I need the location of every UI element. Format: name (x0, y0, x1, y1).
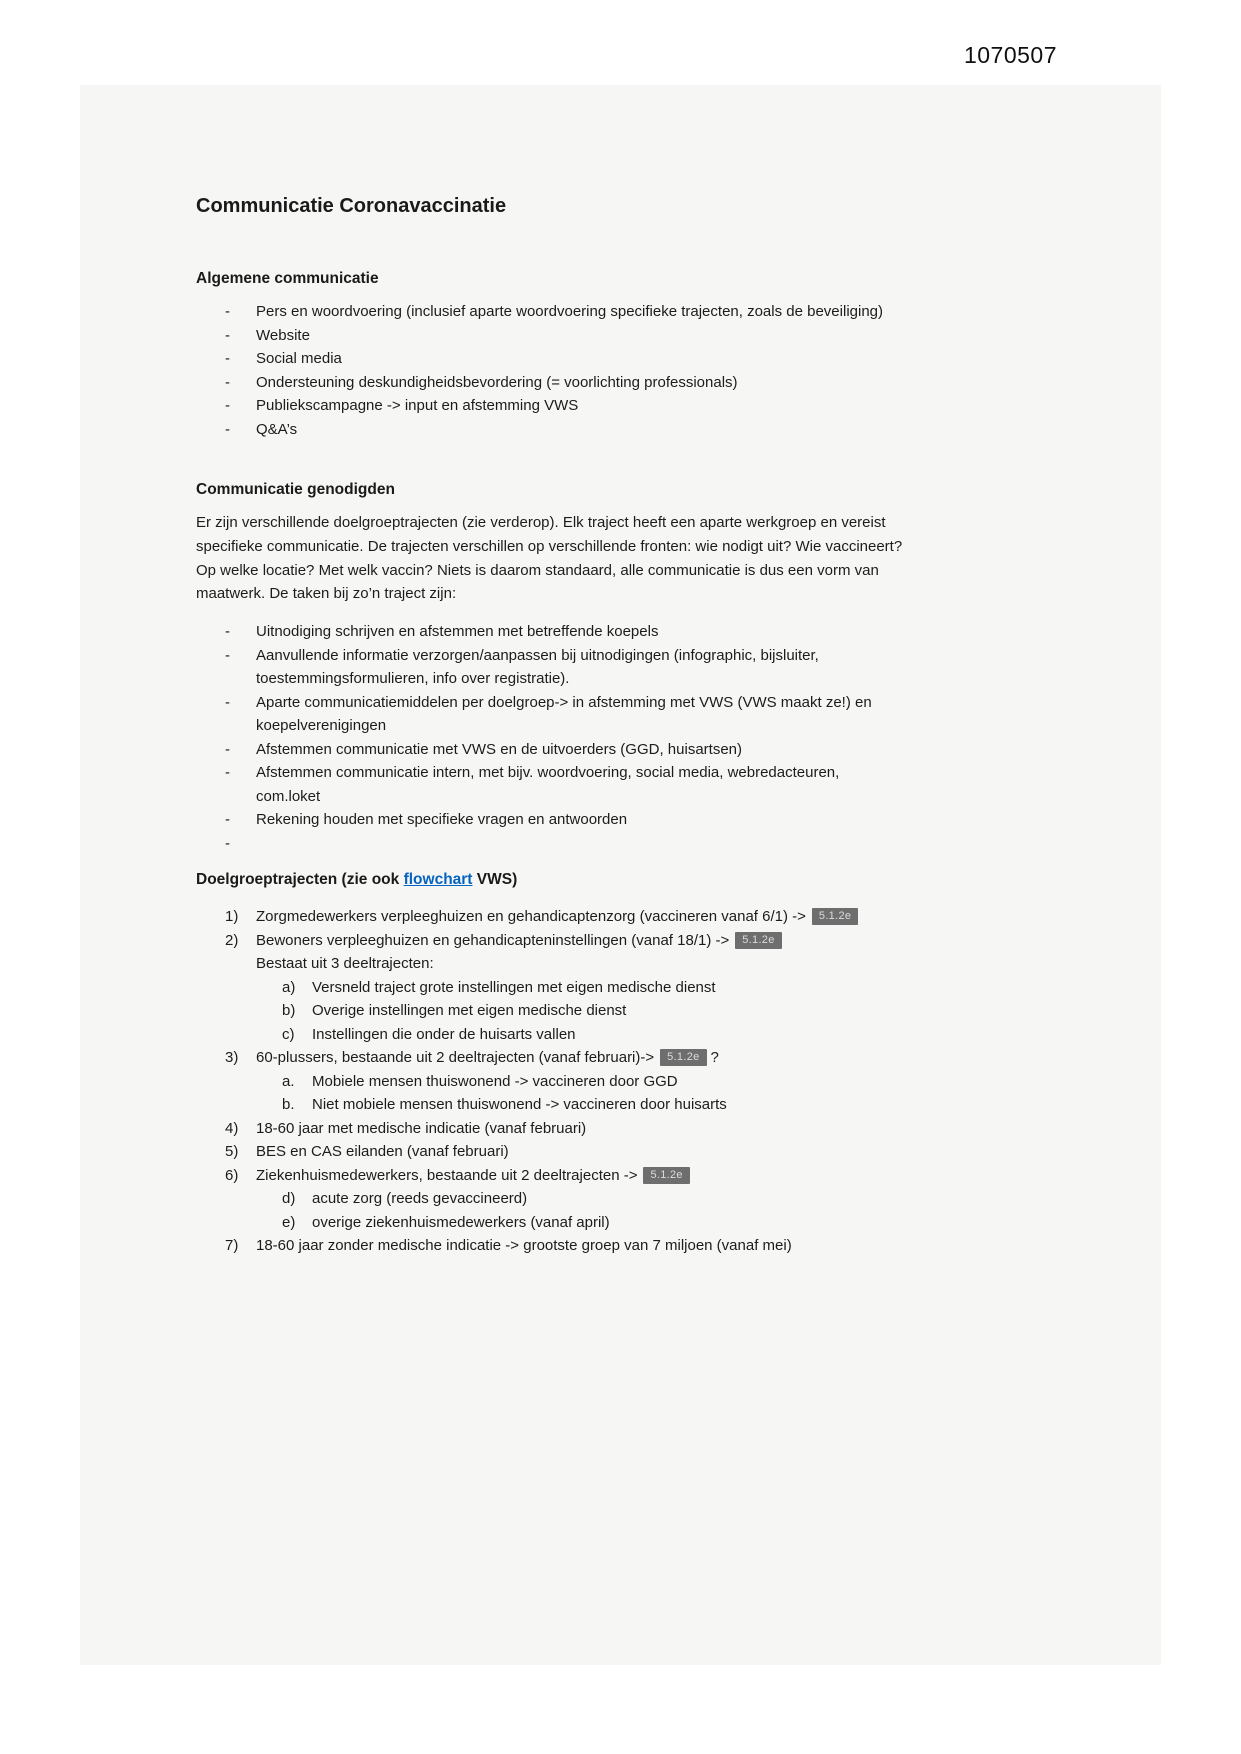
number-marker: 3) (225, 1049, 239, 1067)
sub-list-item (225, 1070, 911, 1094)
list-item-text: Social media (256, 350, 342, 367)
list-item (225, 1140, 911, 1164)
list-item (225, 394, 911, 418)
letter-marker: b) (282, 1002, 296, 1020)
bullet-marker: - (225, 373, 230, 391)
list-item-text (256, 929, 782, 953)
list-item (225, 1046, 911, 1070)
list-item (225, 905, 911, 929)
list-item-text: Q&A’s (256, 420, 298, 438)
redaction-box: 5.1.2e (735, 932, 781, 949)
list-item-text (256, 1164, 690, 1188)
bullet-list-algemene (196, 300, 911, 441)
bullet-marker: - (225, 420, 230, 438)
list-item-text: Pers en woordvoering (inclusief aparte woordvoering specifieke trajecten, zoals de beveiliging) (256, 303, 884, 320)
heading-text-pre: Doelgroeptrajecten (zie ook (196, 871, 404, 889)
item-text: Niet mobiele mensen thuiswonend -> vaccineren door huisarts (312, 1096, 727, 1114)
bullet-list-genodigden (196, 620, 911, 855)
list-item-text: Website (256, 326, 310, 344)
item-text: BES en CAS eilanden (vanaf februari) (256, 1143, 509, 1161)
bullet-marker: - (225, 397, 230, 414)
bullet-marker: - (225, 764, 230, 782)
numbered-list-doelgroeptrajecten (196, 905, 911, 1258)
bullet-marker: - (225, 350, 230, 367)
number-marker: 6) (225, 1166, 239, 1184)
item-text: Versneld traject grote instellingen met eigen medische dienst (312, 978, 716, 996)
item-text: Bestaat uit 3 deeltrajecten: (256, 955, 434, 973)
list-item (225, 691, 911, 738)
number-marker: 1) (225, 908, 239, 926)
list-item-continuation (225, 952, 911, 976)
section-heading-doelgroeptrajecten (196, 871, 911, 889)
sub-list-item (225, 999, 911, 1023)
item-text: Instellingen die onder de huisarts vallen (312, 1025, 576, 1043)
bullet-marker: - (225, 326, 230, 344)
item-text: Overige instellingen met eigen medische dienst (312, 1002, 627, 1020)
list-item-text: Aparte communicatiemiddelen per doelgroep-> in afstemming met VWS (VWS maakt ze!) en koepelverenigingen (256, 693, 872, 735)
bullet-marker: - (225, 693, 230, 711)
letter-marker: b. (282, 1096, 295, 1114)
list-item-text: Publiekscampagne -> input en afstemming VWS (256, 397, 579, 414)
list-item (225, 761, 911, 808)
flowchart-link[interactable]: flowchart (403, 871, 473, 889)
redaction-box: 5.1.2e (812, 908, 858, 925)
list-item (225, 620, 911, 644)
sub-list-item (225, 1093, 911, 1117)
number-marker: 2) (225, 931, 239, 949)
sub-list-item (225, 1211, 911, 1235)
bullet-marker: - (225, 740, 230, 758)
letter-marker: c) (282, 1025, 295, 1043)
item-text: 18-60 jaar met medische indicatie (vanaf februari) (256, 1119, 587, 1137)
item-text-after: ? (710, 1049, 719, 1067)
document-number: 1070507 (963, 42, 1057, 68)
number-marker: 7) (225, 1237, 239, 1255)
bullet-marker: - (225, 811, 230, 829)
list-item (225, 808, 911, 832)
list-item-text (256, 1046, 719, 1070)
bullet-marker: - (225, 646, 230, 664)
list-item (225, 929, 911, 953)
sub-list-item (225, 1023, 911, 1047)
number-marker: 5) (225, 1143, 239, 1161)
bullet-marker: - (225, 623, 230, 641)
list-item (225, 1234, 911, 1258)
item-text: 60-plussers, bestaande uit 2 deeltrajecten (vanaf februari)-> (256, 1049, 655, 1067)
bullet-marker: - (225, 834, 230, 852)
sub-list-item (225, 1187, 911, 1211)
scanned-page (80, 85, 1161, 1665)
list-item-text: Afstemmen communicatie intern, met bijv. woordvoering, social media, webredacteuren, com.loket (256, 764, 840, 805)
redaction-box: 5.1.2e (643, 1167, 689, 1184)
intro-paragraph: Er zijn verschillende doelgroeptrajecten (zie verderop). Elk traject heeft een aparte werkgroep en vereist specifieke communicatie. De trajecten verschillen op verschillende fronten: wie nodigt uit? Wie vaccineert? Op welke locatie? Met welk vaccin? Niets is daarom standaard, alle communicatie is dus een vorm van maatwerk. De taken bij zo’n traject zijn: (196, 514, 903, 603)
list-item-empty (225, 832, 911, 856)
heading-text-post: VWS) (472, 871, 518, 889)
list-item (225, 1117, 911, 1141)
list-item-text: Uitnodiging schrijven en afstemmen met betreffende koepels (256, 623, 659, 641)
list-item-text (256, 905, 858, 929)
number-marker: 4) (225, 1119, 239, 1137)
item-text: Bewoners verpleeghuizen en gehandicapteninstellingen (vanaf 18/1) -> (256, 931, 730, 949)
item-text: Ziekenhuismedewerkers, bestaande uit 2 deeltrajecten -> (256, 1166, 638, 1184)
list-item (225, 644, 911, 691)
list-item (225, 324, 911, 348)
list-item-text: Ondersteuning deskundigheidsbevordering (= voorlichting professionals) (256, 373, 738, 391)
list-item (225, 1164, 911, 1188)
document-title: Communicatie Coronavaccinatie (196, 195, 507, 217)
item-text: Mobiele mensen thuiswonend -> vaccineren door GGD (312, 1072, 678, 1090)
list-item (225, 300, 911, 324)
letter-marker: a. (282, 1072, 295, 1090)
item-text: 18-60 jaar zonder medische indicatie -> grootste groep van 7 miljoen (vanaf mei) (256, 1237, 792, 1255)
item-text: acute zorg (reeds gevaccineerd) (312, 1190, 528, 1208)
item-text: Zorgmedewerkers verpleeghuizen en gehandicaptenzorg (vaccineren vanaf 6/1) -> (256, 908, 806, 926)
section-heading-communicatie-genodigden: Communicatie genodigden (196, 481, 395, 498)
list-item-text: Rekening houden met specifieke vragen en antwoorden (256, 811, 628, 829)
list-item (225, 418, 911, 442)
letter-marker: e) (282, 1213, 296, 1231)
letter-marker: d) (282, 1190, 296, 1208)
list-item (225, 371, 911, 395)
section-heading-algemene-communicatie: Algemene communicatie (196, 270, 379, 287)
redaction-box: 5.1.2e (660, 1049, 706, 1066)
sub-list-item (225, 976, 911, 1000)
list-item (225, 738, 911, 762)
bullet-marker: - (225, 303, 230, 320)
list-item (225, 347, 911, 371)
list-item-text: Afstemmen communicatie met VWS en de uitvoerders (GGD, huisartsen) (256, 740, 743, 758)
item-text: overige ziekenhuismedewerkers (vanaf april) (312, 1213, 610, 1231)
letter-marker: a) (282, 978, 296, 996)
list-item-text: Aanvullende informatie verzorgen/aanpassen bij uitnodigingen (infographic, bijsluiter, toestemmingsformulieren, info over registratie). (256, 646, 819, 688)
